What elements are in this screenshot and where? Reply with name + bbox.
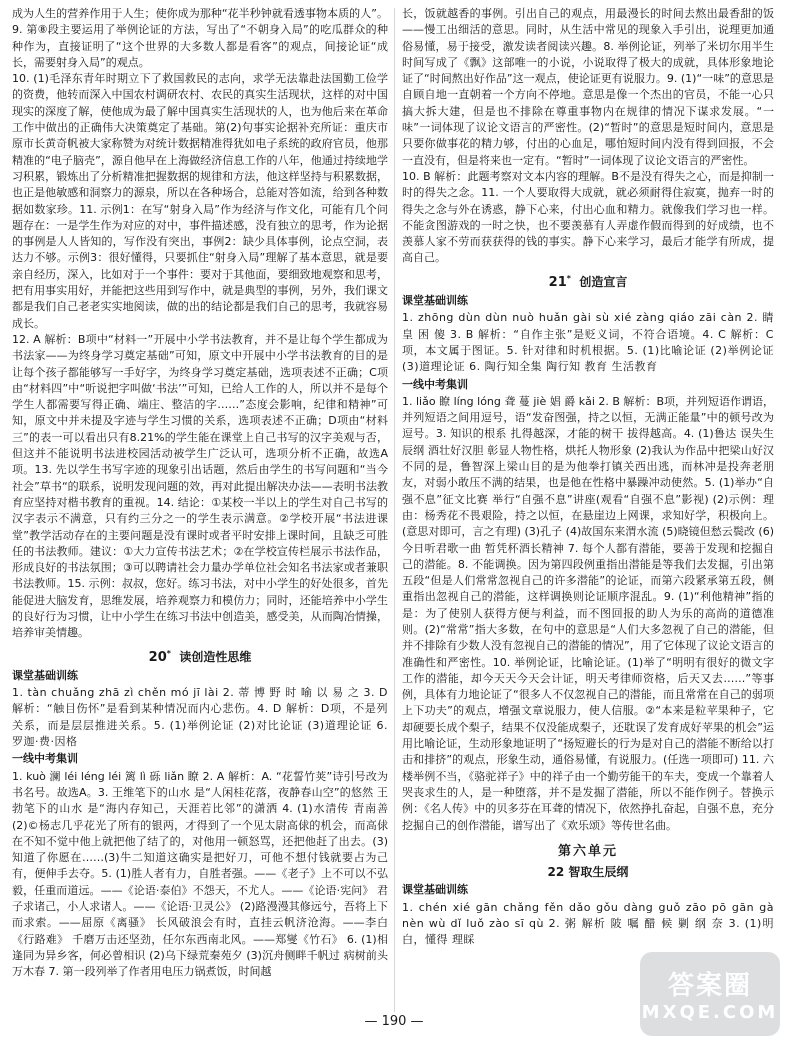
unit-6-title: 第六单元	[557, 843, 618, 859]
section-20-number: 20	[148, 649, 167, 665]
right-paragraph-1: 长，饭就越香的事例。引出自己的观点，用最漫长的时间去熬出最香甜的饭——慢工出细活的意思。同时，从生活中常见的现象入手引出，说理更加通俗易懂，易于接受，激发读者阅读兴趣。8. 举例论证，列举了米切尔用半生时间写成了《飘》这部唯一的小说，小说取得了极大的成就，具体形象地论证了“时间熬出好作品”这一观点，使论证更有说服力。9. (1)“一味”的意思是自顾自地一直朝着一个方向不停地。意思是像一个杰出的官员，不能一心只搞大拆大建，但是也不排除在尊重事物内在规律的情况下谋求发展。“一味”一词体现了议论文语言的严密性。(2)“暂时”的意思是短时间内，意思是只要你做事花的精力够，付出的心血足，哪怕短时间内没有得到回报，不会一直没有，但是将来也一定有。“暂时”一词体现了议论文语言的严密性。	[402, 7, 774, 167]
section-21-heading	[402, 271, 774, 291]
left-paragraph-1: 成为人生的营养作用于人生；使你成为那种“花半秒钟就看透事物本质的人”。 9. 第⑧段主要运用了举例论证的方法，写出了“不朝身入局”的吃瓜群众的种种作为，直接证明了“这个世界的大多数人都是看客”的观点，间接论证“成长，需要射身入局”的观点。	[12, 7, 388, 69]
watermark-bottom-text: MXQE.COM	[641, 1002, 779, 1023]
watermark-logo	[640, 952, 780, 1036]
left-paragraph-3: 12. A 解析：B项中“材料一”开展中小学书法教育，并不是让每个学生都成为书法家——为终身学习奠定基础”可知，原文中开展中小学书法教育的目的是让每个孩子都能够写一手好字，为终身学习奠定基础，选项表述不正确；C项由“材料四”中“听说把字叫做‘书法’”可知，已给人工作的人，所以并不是每个学生人都需要写得正确、端庄、整洁的字……”态度会影响，纪律和精神”可知，原文中并未提及字迹与学生习惯的关系，选项表述不正确；D项由“材料三”的表一可以看出只有8.21%的学生能在课堂上自己书写的汉字美观与否，但这并不能说明书法进校园活动被学生广泛认可，选项分析不正确，故选A项。13. 先以学生书写字迹的现象引出话题，然后由学生的书写问题和“当今社会”草书“的联系，说明发现问题的效，再对此提出解决办法——表明书法教育应坚持对楷书教育的重视。14. 结论：①某校一半以上的学生对自己书写的汉字表示不满意，只有约三分之一的学生表示满意。②学校开展“书法进课堂”教学活动存在的主要问题是没有课时或者平时安排上课时间，且缺乏可胜任的书法教师。建议：①大力宣传书法艺术；②在学校宣传栏展示书法作品，形成良好的书法氛围；③可以聘请社会力量办学单位社会知名书法家或者兼职书法教师。15. 示例：叔叔，您好。练习书法，对中小学生的好处很多，首先能促进大脑发育，思维发展，培养观察力和模仿力；同时，还能培养中小学生的良好行为习惯，让中小学生在练习书法中创造美，感受美，从而陶冶情操，培养审美情趣。	[12, 332, 388, 640]
section-21-basic-answers: 1. zhōng dùn dùn nuò huǎn gài sù xié zàng qiáo zāi càn 2. 睛 皇 困 傻 3. B 解析：“自作主张”是贬义词，不符合语境。4. C 解析：C项，本文属于图证。5. 针对律和时机根据。5. (1)比喻论证 (2)举例论证 (3)道理论证 6. 陶行知全集 陶行知 教育 生活教育	[402, 311, 774, 374]
watermark-top-text: 答案圈	[667, 971, 752, 1001]
section-21-number: 21	[548, 274, 567, 290]
left-paragraph-2: 10. (1)毛泽东青年时期立下了救国救民的志向，求学无法靠赴法国勤工俭学的资费，他转而深入中国农村调研农村、农民的真实生活现状，这样的对中国现实的深度了解，使他成为最了解中国真实生活现状的人，也为他后来在革命工作中做出的正确伟大决策奠定了基础。第(2)句事实论据补充所证：重庆市原市长黄奇帆被大家称赞为对统计数据精准得犹如电子系统的政府官员，他那精准的“电子脑壳”，源自他早在上海做经济信息工作的八年，他通过持续地学习积累，锻炼出了分析精准把握数据的规律和方法，他这样坚持与积累数据，也正是他敏感和洞察力的源泉，所以在各种场合，总能对答如流，给到各种数据如数家珍。11. 示例1：在写“射身入局”作为经济与作文化，可能有几个问题存在：一是学生作为对应的对中，事件描述感，没有独立的思考，作为论据的事例是人人皆知的，写作没有突出，事例2：缺少具体事例，论点空洞，表达力不够。示例3：很好懂得，只要抓住“射身入局”理解了基本意思，就是要亲自经历，深入，比如对于一个事件：要对于其他面，要细致地观察和思考，把有用事实用好，并能把这些用到写作中，就是典型的事例，另外，我们课文都是我们自己老老实实地阅读，做的出的结论都是我们自己的思考，我就容易成长。	[12, 72, 388, 330]
column-divider	[394, 8, 395, 1012]
section-20-basic-label: 课堂基础训练	[12, 668, 78, 682]
section-22-basic-label: 课堂基础训练	[402, 883, 468, 897]
section-20-basic-answers: 1. tàn chuǎng zhā zì chěn mó jī lài 2. 蒂 博 野 时 喻 以 易 之 3. D 解析：“触目伤怀”是看到某种情况而内心悲伤。4. D 解析：D项，不是列关系，而是层层推进关系。5. (1)举例论证 (2)对比论证 (3)道理论证 6. 罗迦·费·因格	[12, 686, 388, 749]
page-number: — 190 —	[364, 1014, 424, 1029]
section-22-basic-answers: 1. chén xié gān chǎng fěn dǎo gǒu dàng guǒ zāo pō gān gà nèn wù dǐ luǒ zào sī qù 2. 粥 解析 陂 嘱 醋 候 剿 纲 奈 3. (1)明白，懂得 理睬	[402, 900, 774, 947]
section-21-exam-label: 一线中考集训	[402, 377, 468, 391]
section-20-title: 读创造性思维	[179, 649, 252, 664]
section-21-star: *	[566, 273, 571, 283]
right-column	[402, 6, 774, 949]
section-20-star: *	[166, 648, 171, 658]
right-paragraph-2: 10. B 解析：此题考察对文本内容的理解。B不是没有得失之心，而是抑制一时的得失之念。11. 一个人要取得大成就，就必须耐得住寂寞，抛弃一时的得失之念与外在诱惑，静下心来，付出心血和精力。就像我们学习也一样。不能贪图游戏的一时之快，也不要羡慕有人弄虚作假而得到的好成绩，也不羡慕人家不劳而获获得的钱的事实。静下心来学习，最后才能学有所成，提高自己。	[402, 169, 774, 265]
section-20-exam-answers: 1. kuò 澜 léi léng léi 篱 lì 砾 liǎn 瞭 2. A 解析：A. “花誓竹荚”诗引号改为书名号。故选A。3. 王维笔下的山水 是“人闲桂花落，夜静春山空”的悠然 王勃笔下的山水 是“海内存知己，天涯若比邻”的潇洒 4. (1)水清传 青南善 (2)©杨志几乎花光了所有的银两，才得到了一个见太尉高俅的机会，而高俅在不知不觉中他上就把他了结了的，对他用一顿怒骂，还把他赶了出去。(3)知道了你愿在……(3)牛二知道这确实是把好刀，可他不想付钱就要占为己有，便伸手去夺。5. (1)胜人者有力，自胜者强。——《老子》上不可以不弘毅，任重而道远。——《论语·泰伯》不怨天，不尤人。——《论语·宪问》 君子求诸己，小人求诸人。——《论语·卫灵公》 (2)路漫漫其修远兮，吾将上下而求索。——屈原《离骚》 长风破浪会有时，直挂云帆济沧海。——李白《行路难》 千磨万击还坚劲，任尔东西南北风。——郑燮《竹石》 6. (1)相逢同为异乡客，何必曾相识 (2)乌下绿荒秦苑夕 (3)沉舟侧畔千帆过 病树前头万木春 7. 第一段列举了作者用电压力锅煮饭，时间越	[12, 769, 388, 979]
section-21-title: 创造宣言	[579, 274, 628, 289]
section-21-basic-label: 课堂基础训练	[402, 294, 468, 308]
section-20-exam-label: 一线中考集训	[12, 752, 78, 766]
section-22-heading: 22 智取生辰纲	[547, 865, 629, 880]
left-column	[12, 6, 388, 981]
section-21-exam-answers: 1. liǎo 瞭 líng lóng 聋 蔓 jiè 娼 爵 kǎi 2. B 解析：B项，并列短语作谓语，并列短语之间用逗号，语“发奋图强，持之以恒，无满正能量”中的顿号改为逗号。3. 知识的根系 扎得越深，才能的树干 拔得越高。4. (1)鲁达 误失生辰纲 酒壮好汉胆 彰显人物性格，烘托人物形象 (2)我认为作品中把梁山好汉不同的是，鲁智深上梁山目的是为他拳打镇关西出逃，而林冲是投奔老朋友，对弱小敢压不满的结果，也是他在性格中暴躁冲动使然。5. (1)举办“自强不息”征文比赛 举行“自强不息”讲座(观看“自强不息”影视) (2)示例：理由：杨秀花不畏艰险，持之以恒，在悬崖边上网课，求知好学，积极向上。(意思对即可，言之有理) (3)孔子 (4)故国东来渭水流 (5)晓镜但愁云鬓改 (6)今日听君歌一曲 暂凭杯酒长精神 7. 每个人都有潜能，要善于发现和挖掘自己的潜能。8. 不能调换。因为第四段例重指出潜能是等我们去发掘，引出第五段“但是人们常常忽视自己的许多潜能”的论证，而第六段紧承第五段，侧重指出忽视自己的潜能，这样调换则论证顺序混乱。9. (1)“利他精神”指的是：为了使别人获得方便与利益，而不图回报的助人为乐的高尚的道德准则。(2)“常常”指大多数，在句中的意思是“人们大多忽视了自己的潜能，但并不排除有少数人没有忽视自己的潜能的情况”，用了它体现了议论文语言的准确性和严密性。10. 举例论证，比喻论证。(1)举了“明明有很好的微文字工作的潜能，却今天天今天会计证，明天考律师资格，后天又去……”等事例，具体有力地论证了“很多人不仅忽视自己的潜能，而且常常在自己的弱项上下功夫”的观点，增强文章说服力，使人信服。②“本来是粒苹果种子，它却硬要长成个梨子，结果不仅没能成梨子，还耽误了发育成好苹果的机会”运用比喻论证，生动形象地证明了“扬短避长的行为是对自己的潜能不断给以打击和排挤”的观点，形象生动，通俗易懂，有说服力。(任选一项即可) 11. 六楼举例不当，《骆驼祥子》中的祥子由一个勤劳能干的车夫，变成一个靠着人哭丧求生的人，是一种堕落，并不是发掘了潜能，所以不能作例子。替换示例：《名人传》中的贝多芬在耳聋的情况下，依然挣扎奋起，自强不息，充分挖掘自己的创作潜能，谱写出了《欢乐颂》等传世名曲。	[402, 394, 774, 832]
section-20-heading	[12, 646, 388, 666]
